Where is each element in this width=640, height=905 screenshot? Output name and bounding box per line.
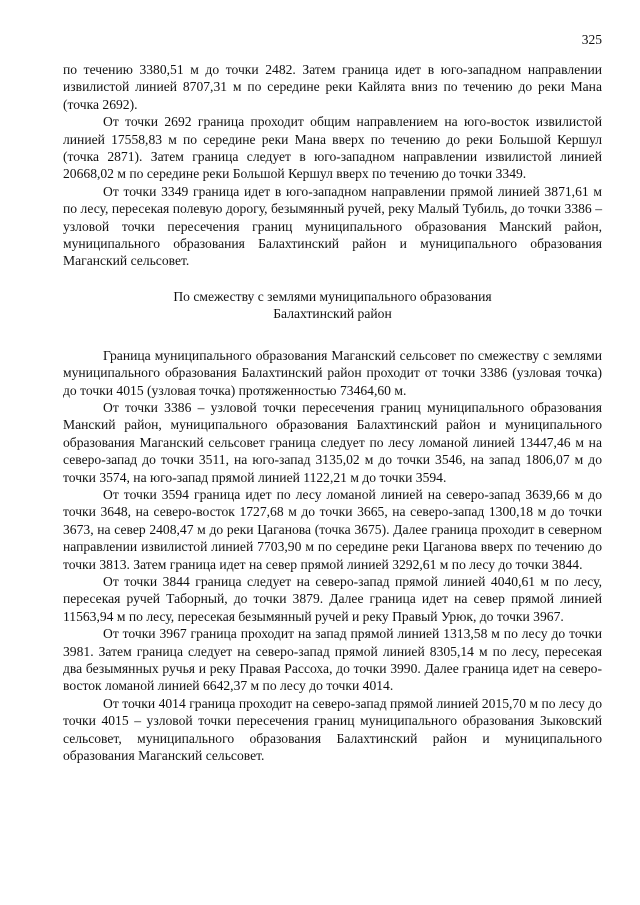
paragraph-point-2692: От точки 2692 граница проходит общим направлением на юго-восток извилистой линией 17558,83 м по середине реки Мана вверх по течению до реки Большой Кершул (точка 2871). Затем граница следует в юго-западном направлении извилистой линией 20668,02 м по середине реки Большой Кершул вверх по течению до точки 3349.: [63, 114, 602, 182]
section-heading-line-2: Балахтинский район: [273, 306, 392, 322]
paragraph-point-4014: От точки 4014 граница проходит на северо-запад прямой линией 2015,70 м по лесу до точки 4015 – узловой точки пересечения границ муниципального образования Зыковский сельсовет, муниципального образования Балахтинский район и муниципального образования Маганский сельсовет.: [63, 695, 602, 764]
page-number: 325: [581, 32, 602, 47]
paragraph-point-3844: От точки 3844 граница следует на северо-запад прямой линией 4040,61 м по лесу, пересекая ручей Таборный, до точки 3879. Далее граница идет на север прямой линией 11563,94 м по лесу, пересекая безымянный ручей и реку Правый Урюк, до точки 3967.: [63, 573, 602, 624]
paragraph-point-3386: От точки 3386 – узловой точки пересечения границ муниципального образования Манский район, муниципального образования Балахтинский район и муниципального образования Маганский сельсовет граница следует по лесу ломаной линией 13447,46 м на северо-запад до точки 3511, на юго-запад 3135,02 м до точки 3546, на запад 1806,07 м до точки 3574, на юго-запад прямой линией 1122,21 м до точки 3594.: [63, 399, 602, 485]
document-body: [63, 61, 602, 764]
paragraph-point-3967: От точки 3967 граница проходит на запад прямой линией 1313,58 м по лесу до точки 3981. Затем граница следует на северо-запад прямой линией 8305,14 м по лесу, пересекая два безымянных ручья и реку Правая Рассоха, до точки 3990. Далее граница идет на северо-восток ломаной линией 6642,37 м по лесу до точки 4014.: [63, 626, 602, 694]
section-spacer: [63, 323, 602, 347]
paragraph-point-3594: От точки 3594 граница идет по лесу ломаной линией на северо-запад 3639,66 м до точки 3648, на северо-восток 1727,68 м до точки 3665, на северо-запад 1300,18 м до точки 3673, на север 2408,47 м до реки Цаганова (точка 3675). Далее граница проходит в северном направлении извилистой линией 7703,90 м по середине реки Цаганова вверх по течению до точки 3813. Затем граница идет на север прямой линией 3292,61 м по лесу до точки 3844.: [63, 486, 602, 572]
paragraph-boundary-summary: Граница муниципального образования Маганский сельсовет по смежеству с землями муниципального образования Балахтинский район проходит от точки 3386 (узловая точка) до точки 4015 (узловая точка) протяженностью 73464,60 м.: [63, 347, 602, 398]
section-heading: [63, 288, 602, 323]
paragraph-point-3349: От точки 3349 граница идет в юго-западном направлении прямой линией 3871,61 м по лесу, пересекая полевую дорогу, безымянный ручей, реку Малый Тубиль, до точки 3386 – узловой точки пересечения границ муниципального образования Манский район, муниципального образования Балахтинский район и муниципального образования Маганский сельсовет.: [63, 183, 602, 269]
section-heading-line-1: По смежеству с землями муниципального образования: [173, 288, 492, 304]
paragraph-continuation: по течению 3380,51 м до точки 2482. Затем граница идет в юго-западном направлении извилистой линией 8707,31 м по середине реки Кайлята вниз по течению до реки Мана (точка 2692).: [63, 62, 602, 112]
